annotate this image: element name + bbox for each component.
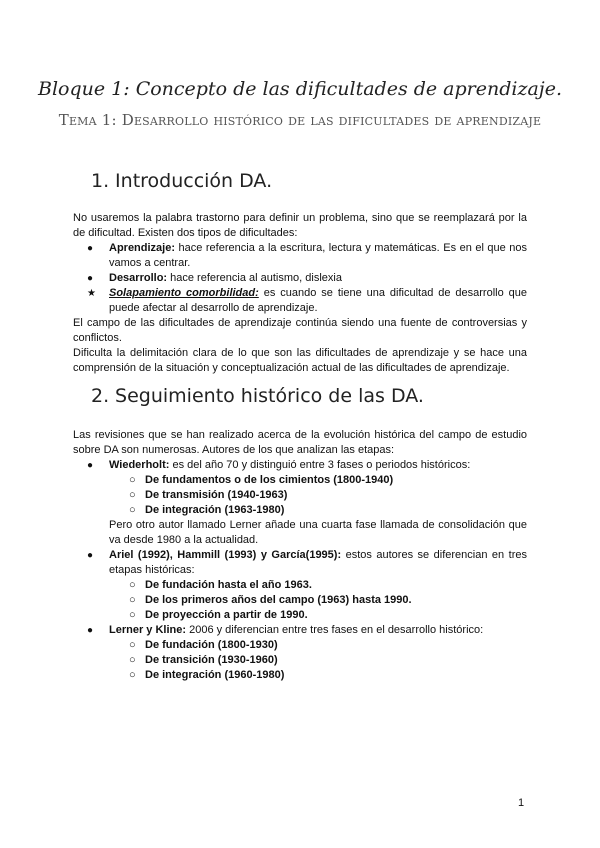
author-text: 2006 y diferencian entre tres fases en el desarrollo histórico: bbox=[186, 624, 484, 636]
phase-text: De integración (1960-1980) bbox=[145, 669, 285, 681]
list-item bbox=[73, 286, 527, 316]
circle-bullet-icon: ○ bbox=[129, 489, 136, 501]
circle-bullet-icon: ○ bbox=[129, 639, 136, 651]
document-subtitle: Tema 1: Desarrollo histórico de las dificultades de aprendizaje bbox=[58, 111, 542, 129]
page-number: 1 bbox=[518, 797, 525, 809]
item-text: hace referencia a la escritura, lectura y matemáticas. Es en el que nos vamos a centrar. bbox=[109, 242, 527, 269]
phase-item bbox=[73, 608, 527, 623]
list-item bbox=[73, 271, 527, 286]
bullet-icon: ● bbox=[87, 243, 94, 254]
circle-bullet-icon: ○ bbox=[129, 594, 136, 606]
bullet-icon: ● bbox=[87, 460, 94, 471]
list-item bbox=[73, 623, 527, 638]
author-term: Wiederholt: bbox=[109, 459, 170, 471]
bullet-icon: ● bbox=[87, 273, 94, 284]
phase-text: De integración (1963-1980) bbox=[145, 504, 285, 516]
phase-item bbox=[73, 473, 527, 488]
section-2-number: 2. bbox=[91, 385, 110, 407]
circle-bullet-icon: ○ bbox=[129, 504, 136, 516]
dificultades-list bbox=[73, 241, 527, 316]
section-2-body bbox=[73, 428, 527, 683]
section-2-intro: Las revisiones que se han realizado acerca de la evolución histórica del campo de estudio sobre DA son numerosas. Autores de los que analizan las etapas: bbox=[73, 429, 527, 456]
phase-text: De los primeros años del campo (1963) hasta 1990. bbox=[145, 594, 412, 606]
authors-list bbox=[73, 458, 527, 683]
item-text: es cuando se tiene una dificultad de desarrollo que puede afectar al desarrollo de aprendizaje. bbox=[109, 287, 527, 314]
phase-text: De fundación (1800-1930) bbox=[145, 639, 278, 651]
item-term: Desarrollo: bbox=[109, 272, 168, 284]
list-item bbox=[73, 241, 527, 271]
phase-item bbox=[73, 578, 527, 593]
section-1-heading bbox=[91, 170, 272, 192]
phase-text: De fundamentos o de los cimientos (1800-1940) bbox=[145, 474, 394, 486]
author-text: estos autores se diferencian en tres etapas históricas: bbox=[109, 549, 527, 576]
section-1-number: 1. bbox=[91, 170, 110, 192]
bullet-icon: ● bbox=[87, 625, 94, 636]
section-1-paragraph-3: Dificulta la delimitación clara de lo que son las dificultades de aprendizaje y se hace una comprensión de la situación y conceptualización actual de las dificultades de aprendizaje. bbox=[73, 347, 527, 374]
phase-item bbox=[73, 653, 527, 668]
phase-text: De fundación hasta el año 1963. bbox=[145, 579, 312, 591]
circle-bullet-icon: ○ bbox=[129, 654, 136, 666]
section-1-intro: No usaremos la palabra trastorno para definir un problema, sino que se reemplazará por la de dificultad. Existen dos tipos de dificultades: bbox=[73, 212, 527, 239]
phase-item bbox=[73, 668, 527, 683]
item-term: Aprendizaje: bbox=[109, 242, 176, 254]
item-text: hace referencia al autismo, dislexia bbox=[167, 272, 342, 284]
circle-bullet-icon: ○ bbox=[129, 609, 136, 621]
section-2-heading bbox=[91, 385, 424, 407]
phase-text: De transmisión (1940-1963) bbox=[145, 489, 288, 501]
section-2-title: Seguimiento histórico de las DA. bbox=[115, 385, 424, 407]
document-title: Bloque 1: Concepto de las dificultades de aprendizaje. bbox=[38, 78, 562, 100]
author-text: es del año 70 y distinguió entre 3 fases o periodos históricos: bbox=[169, 459, 471, 471]
star-icon: ★ bbox=[87, 288, 96, 299]
bullet-icon: ● bbox=[87, 550, 94, 561]
circle-bullet-icon: ○ bbox=[129, 669, 136, 681]
phase-item bbox=[73, 503, 527, 518]
circle-bullet-icon: ○ bbox=[129, 579, 136, 591]
section-1-paragraph-2: El campo de las dificultades de aprendizaje continúa siendo una fuente de controversias y conflictos. bbox=[73, 317, 527, 344]
phase-item bbox=[73, 638, 527, 653]
author-term: Lerner y Kline: bbox=[109, 624, 187, 636]
section-1-body bbox=[73, 211, 527, 376]
item-term: Solapamiento comorbilidad: bbox=[109, 287, 259, 299]
author-note: Pero otro autor llamado Lerner añade una cuarta fase llamada de consolidación que va desde 1980 a la actualidad. bbox=[109, 519, 527, 546]
section-1-title: Introducción DA. bbox=[115, 170, 273, 192]
author-term: Ariel (1992), Hammill (1993) y García(1995): bbox=[109, 549, 342, 561]
list-item bbox=[73, 548, 527, 578]
phase-text: De proyección a partir de 1990. bbox=[145, 609, 308, 621]
phase-text: De transición (1930-1960) bbox=[145, 654, 278, 666]
phase-item bbox=[73, 593, 527, 608]
phase-item bbox=[73, 488, 527, 503]
circle-bullet-icon: ○ bbox=[129, 474, 136, 486]
list-item bbox=[73, 458, 527, 473]
